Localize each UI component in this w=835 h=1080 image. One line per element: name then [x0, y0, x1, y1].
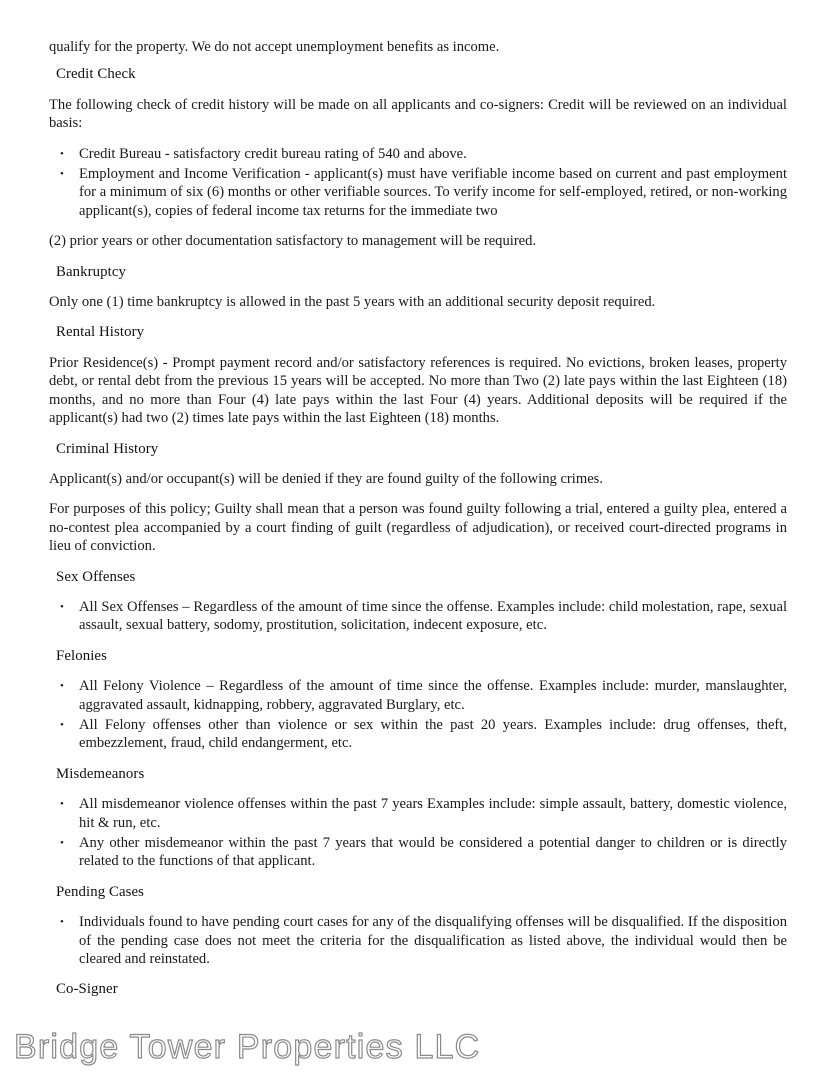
- bullet-icon: •: [60, 916, 64, 929]
- bankruptcy-text: Only one (1) time bankruptcy is allowed in the past 5 years with an additional security deposit required.: [49, 294, 656, 311]
- list-item: [49, 598, 787, 635]
- criminal-history-heading: Criminal History: [56, 440, 159, 457]
- list-item: [49, 165, 787, 220]
- credit-check-intro: The following check of credit history will be made on all applicants and co-signers: Credit will be reviewed on an individual basis:: [49, 96, 787, 132]
- felonies-heading: Felonies: [56, 647, 107, 664]
- list-item: [49, 145, 787, 163]
- list-item-text: Employment and Income Verification - applicant(s) must have verifiable income based on current and past employment for a minimum of six (6) months or other verifiable sources. To verify income for self-employed, retired, or non-working applicant(s), copies of federal income tax returns for the immediate two: [79, 166, 787, 219]
- intro-continuation: qualify for the property. We do not accept unemployment benefits as income.: [49, 39, 500, 55]
- credit-check-continuation: (2) prior years or other documentation satisfactory to management will be required.: [49, 233, 537, 250]
- rental-history-heading: Rental History: [56, 324, 145, 341]
- list-item: [49, 716, 787, 753]
- list-item-text: Any other misdemeanor within the past 7 years that would be considered a potential danger to children or is directly related to the functions of that applicant.: [79, 835, 787, 870]
- sex-offenses-heading: Sex Offenses: [56, 568, 136, 585]
- misdemeanors-heading: Misdemeanors: [56, 765, 145, 782]
- list-item-text: Individuals found to have pending court cases for any of the disqualifying offenses will be disqualified. If the disposition of the pending case does not meet the criteria for the disqualification as listed above, the individual would then be cleared and reinstated.: [79, 914, 787, 968]
- pending-cases-section: [49, 883, 787, 969]
- bullet-icon: •: [60, 718, 64, 731]
- bullet-icon: •: [60, 168, 64, 181]
- rental-history-text: Prior Residence(s) - Prompt payment record and/or satisfactory references is required. No evictions, broken leases, property debt, or rental debt from the previous 15 years will be accepted. No more than Two (2) late pays within the last Eighteen (18) months, and no more than Four (4) late pays within the last Four (4) years. Additional deposits will be required if the applicant(s) had two (2) times late pays within the last Eighteen (18) months.: [49, 354, 787, 427]
- list-item: [49, 913, 787, 968]
- pending-cases-heading: Pending Cases: [56, 883, 145, 900]
- document-page: [49, 38, 787, 1011]
- criminal-history-text: Applicant(s) and/or occupant(s) will be denied if they are found guilty of the following crimes.: [49, 470, 603, 487]
- list-item-text: All misdemeanor violence offenses within the past 7 years Examples include: simple assault, battery, domestic violence, hit & run, etc.: [79, 796, 787, 831]
- misdemeanors-list: [49, 795, 787, 871]
- criminal-history-definition: For purposes of this policy; Guilty shall mean that a person was found guilty following a trial, entered a guilty plea, entered a no-contest plea accompanied by a court finding of guilt (regardless of adjudication), or received court-directed programs in lieu of conviction.: [49, 501, 787, 555]
- bankruptcy-heading: Bankruptcy: [56, 263, 127, 280]
- pending-cases-list: [49, 913, 787, 968]
- felonies-list: [49, 677, 787, 753]
- bullet-icon: •: [60, 680, 64, 693]
- list-item: [49, 834, 787, 871]
- rental-history-section: [49, 323, 787, 427]
- sex-offenses-section: [49, 568, 787, 635]
- list-item-text: Credit Bureau - satisfactory credit bureau rating of 540 and above.: [79, 145, 467, 162]
- list-item: [49, 677, 787, 714]
- credit-check-section: [49, 65, 787, 250]
- list-item-text: All Felony offenses other than violence or sex within the past 20 years. Examples include: drug offenses, theft, embezzlement, fraud, child endangerment, etc.: [79, 716, 787, 752]
- bullet-icon: •: [60, 147, 64, 160]
- list-item-text: All Sex Offenses – Regardless of the amount of time since the offense. Examples include: child molestation, rape, sexual assault, sexual battery, sodomy, prostitution, solicitation, indecent exposure, etc.: [79, 598, 787, 634]
- credit-check-list: [49, 145, 787, 221]
- co-signer-heading: Co-Signer: [56, 981, 118, 998]
- watermark: Bridge Tower Properties LLC: [14, 1028, 481, 1066]
- sex-offenses-list: [49, 598, 787, 635]
- bullet-icon: •: [60, 600, 64, 613]
- list-item: [49, 795, 787, 832]
- misdemeanors-section: [49, 765, 787, 871]
- bankruptcy-section: [49, 263, 787, 312]
- bullet-icon: •: [60, 798, 64, 811]
- criminal-history-section: [49, 440, 787, 556]
- credit-check-heading: Credit Check: [56, 66, 136, 83]
- co-signer-section: [49, 980, 787, 998]
- list-item-text: All Felony Violence – Regardless of the amount of time since the offense. Examples include: murder, manslaughter, aggravated assault, kidnapping, robbery, aggravated Burglary, etc.: [79, 678, 787, 713]
- bullet-icon: •: [60, 837, 64, 849]
- felonies-section: [49, 647, 787, 753]
